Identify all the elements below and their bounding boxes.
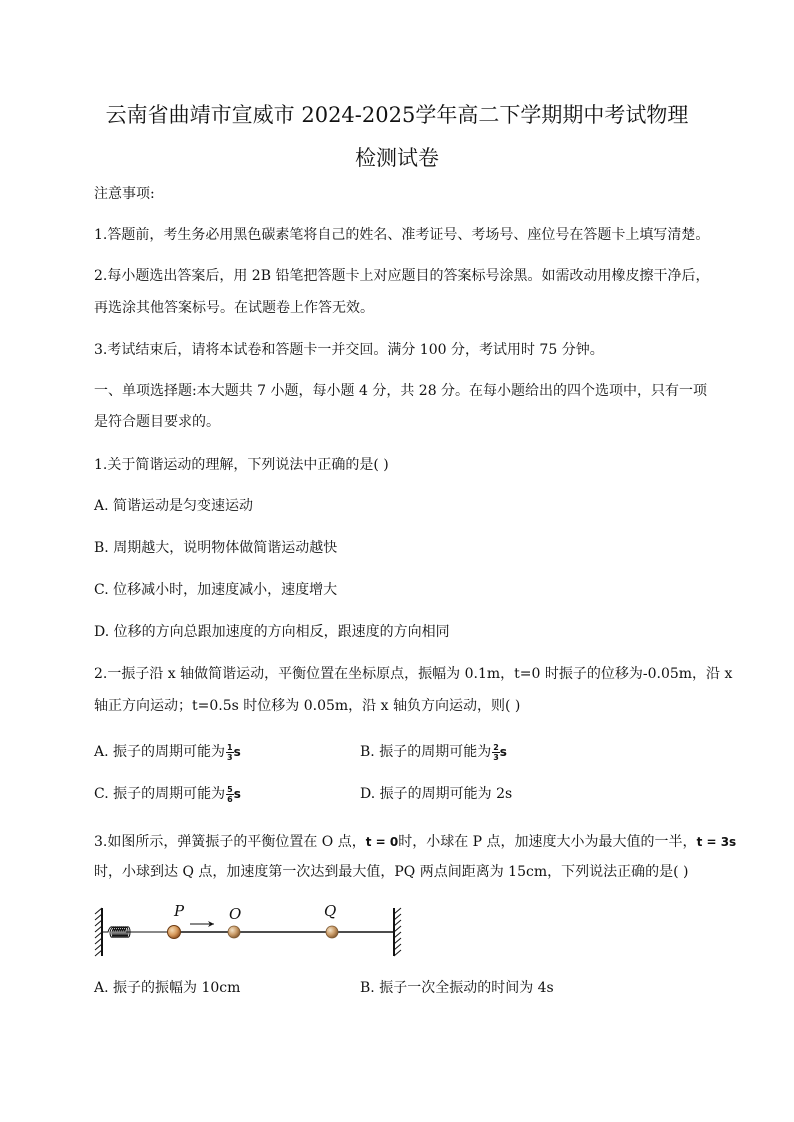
q2-option-c-fraction bbox=[226, 785, 234, 804]
q2-stem-line1: 2.一振子沿 x 轴做简谐运动，平衡位置在坐标原点，振幅为 0.1m，t=0 时振子的位移为-0.05m，沿 x bbox=[94, 666, 733, 682]
q2-option-b bbox=[360, 742, 507, 762]
q3-stem-line1 bbox=[94, 832, 736, 852]
q2-option-a bbox=[94, 742, 241, 762]
q2-option-a-unit: s bbox=[233, 745, 241, 759]
section-heading-line1: 一、单项选择题:本大题共 7 小题，每小题 4 分，共 28 分。在每小题给出的四个选项中，只有一项 bbox=[94, 383, 708, 399]
q2-option-c-unit: s bbox=[233, 787, 241, 801]
label-q: Q bbox=[324, 902, 337, 920]
q2-option-a-text: A. 振子的周期可能为 bbox=[94, 744, 226, 760]
page-title-line2: 检测试卷 bbox=[355, 146, 439, 170]
direction-arrow bbox=[190, 921, 214, 927]
spring-oscillator-figure bbox=[92, 900, 412, 960]
q3-stem-part2: 时，小球在 P 点，加速度大小为最大值的一半， bbox=[398, 834, 697, 850]
q2-option-b-text: B. 振子的周期可能为 bbox=[360, 744, 492, 760]
q2-option-c bbox=[94, 784, 241, 804]
notice-item-3: 3.考试结束后，请将本试卷和答题卡一并交回。满分 100 分，考试用时 75 分钟。 bbox=[94, 342, 604, 358]
notice-heading: 注意事项: bbox=[94, 186, 155, 202]
q2-option-b-unit: s bbox=[499, 745, 507, 759]
notice-item-2-line2: 再选涂其他答案标号。在试题卷上作答无效。 bbox=[94, 300, 374, 316]
q1-option-c: C. 位移减小时，加速度减小，速度增大 bbox=[94, 582, 338, 598]
q2-option-a-numerator: 1 bbox=[227, 742, 233, 752]
q3-stem-line2: 时，小球到达 Q 点，加速度第一次达到最大值，PQ 两点间距离为 15cm，下列说法正确的是( ) bbox=[94, 864, 689, 880]
left-wall bbox=[95, 908, 102, 956]
q2-option-c-denominator: 6 bbox=[227, 794, 233, 804]
spring bbox=[102, 927, 168, 938]
q3-option-a: A. 振子的振幅为 10cm bbox=[94, 980, 241, 996]
q2-option-b-denominator: 3 bbox=[493, 752, 499, 762]
notice-item-1: 1.答题前，考生务必用黑色碳素笔将自己的姓名、准考证号、考场号、座位号在答题卡上填写清楚。 bbox=[94, 227, 710, 243]
q2-option-c-text: C. 振子的周期可能为 bbox=[94, 786, 226, 802]
q1-stem: 1.关于简谐运动的理解，下列说法中正确的是( ) bbox=[94, 457, 389, 473]
page-title-line1: 云南省曲靖市宣威市 2024-2025学年高二下学期期中考试物理 bbox=[105, 103, 689, 127]
label-o: O bbox=[229, 905, 242, 923]
q2-option-c-numerator: 5 bbox=[227, 784, 233, 794]
section-heading-line2: 是符合题目要求的。 bbox=[94, 414, 220, 430]
q2-option-a-fraction bbox=[226, 743, 234, 762]
q3-stem-part1: 3.如图所示，弹簧振子的平衡位置在 O 点， bbox=[94, 834, 366, 850]
q1-option-a: A. 简谐运动是匀变速运动 bbox=[94, 498, 254, 514]
q3-t3: t = 3s bbox=[696, 835, 737, 849]
q2-option-b-fraction bbox=[492, 743, 500, 762]
q2-stem-line2: 轴正方向运动；t=0.5s 时位移为 0.05m，沿 x 轴负方向运动，则( ) bbox=[94, 698, 521, 714]
q1-option-b: B. 周期越大，说明物体做简谐运动越快 bbox=[94, 540, 338, 556]
q3-option-b: B. 振子一次全振动的时间为 4s bbox=[360, 980, 554, 996]
label-p: P bbox=[174, 902, 185, 920]
right-wall bbox=[394, 908, 401, 956]
q2-option-d: D. 振子的周期可能为 2s bbox=[360, 786, 513, 802]
notice-item-2-line1: 2.每小题选出答案后，用 2B 铅笔把答题卡上对应题目的答案标号涂黑。如需改动用橡皮擦干净后， bbox=[94, 268, 710, 284]
ball-p bbox=[168, 926, 181, 939]
ball-o bbox=[228, 926, 240, 938]
ball-q bbox=[326, 926, 338, 938]
q3-t0: t = 0 bbox=[365, 835, 399, 849]
q2-option-a-denominator: 3 bbox=[227, 752, 233, 762]
q1-option-d: D. 位移的方向总跟加速度的方向相反，跟速度的方向相同 bbox=[94, 624, 450, 640]
q2-option-b-numerator: 2 bbox=[493, 742, 499, 752]
